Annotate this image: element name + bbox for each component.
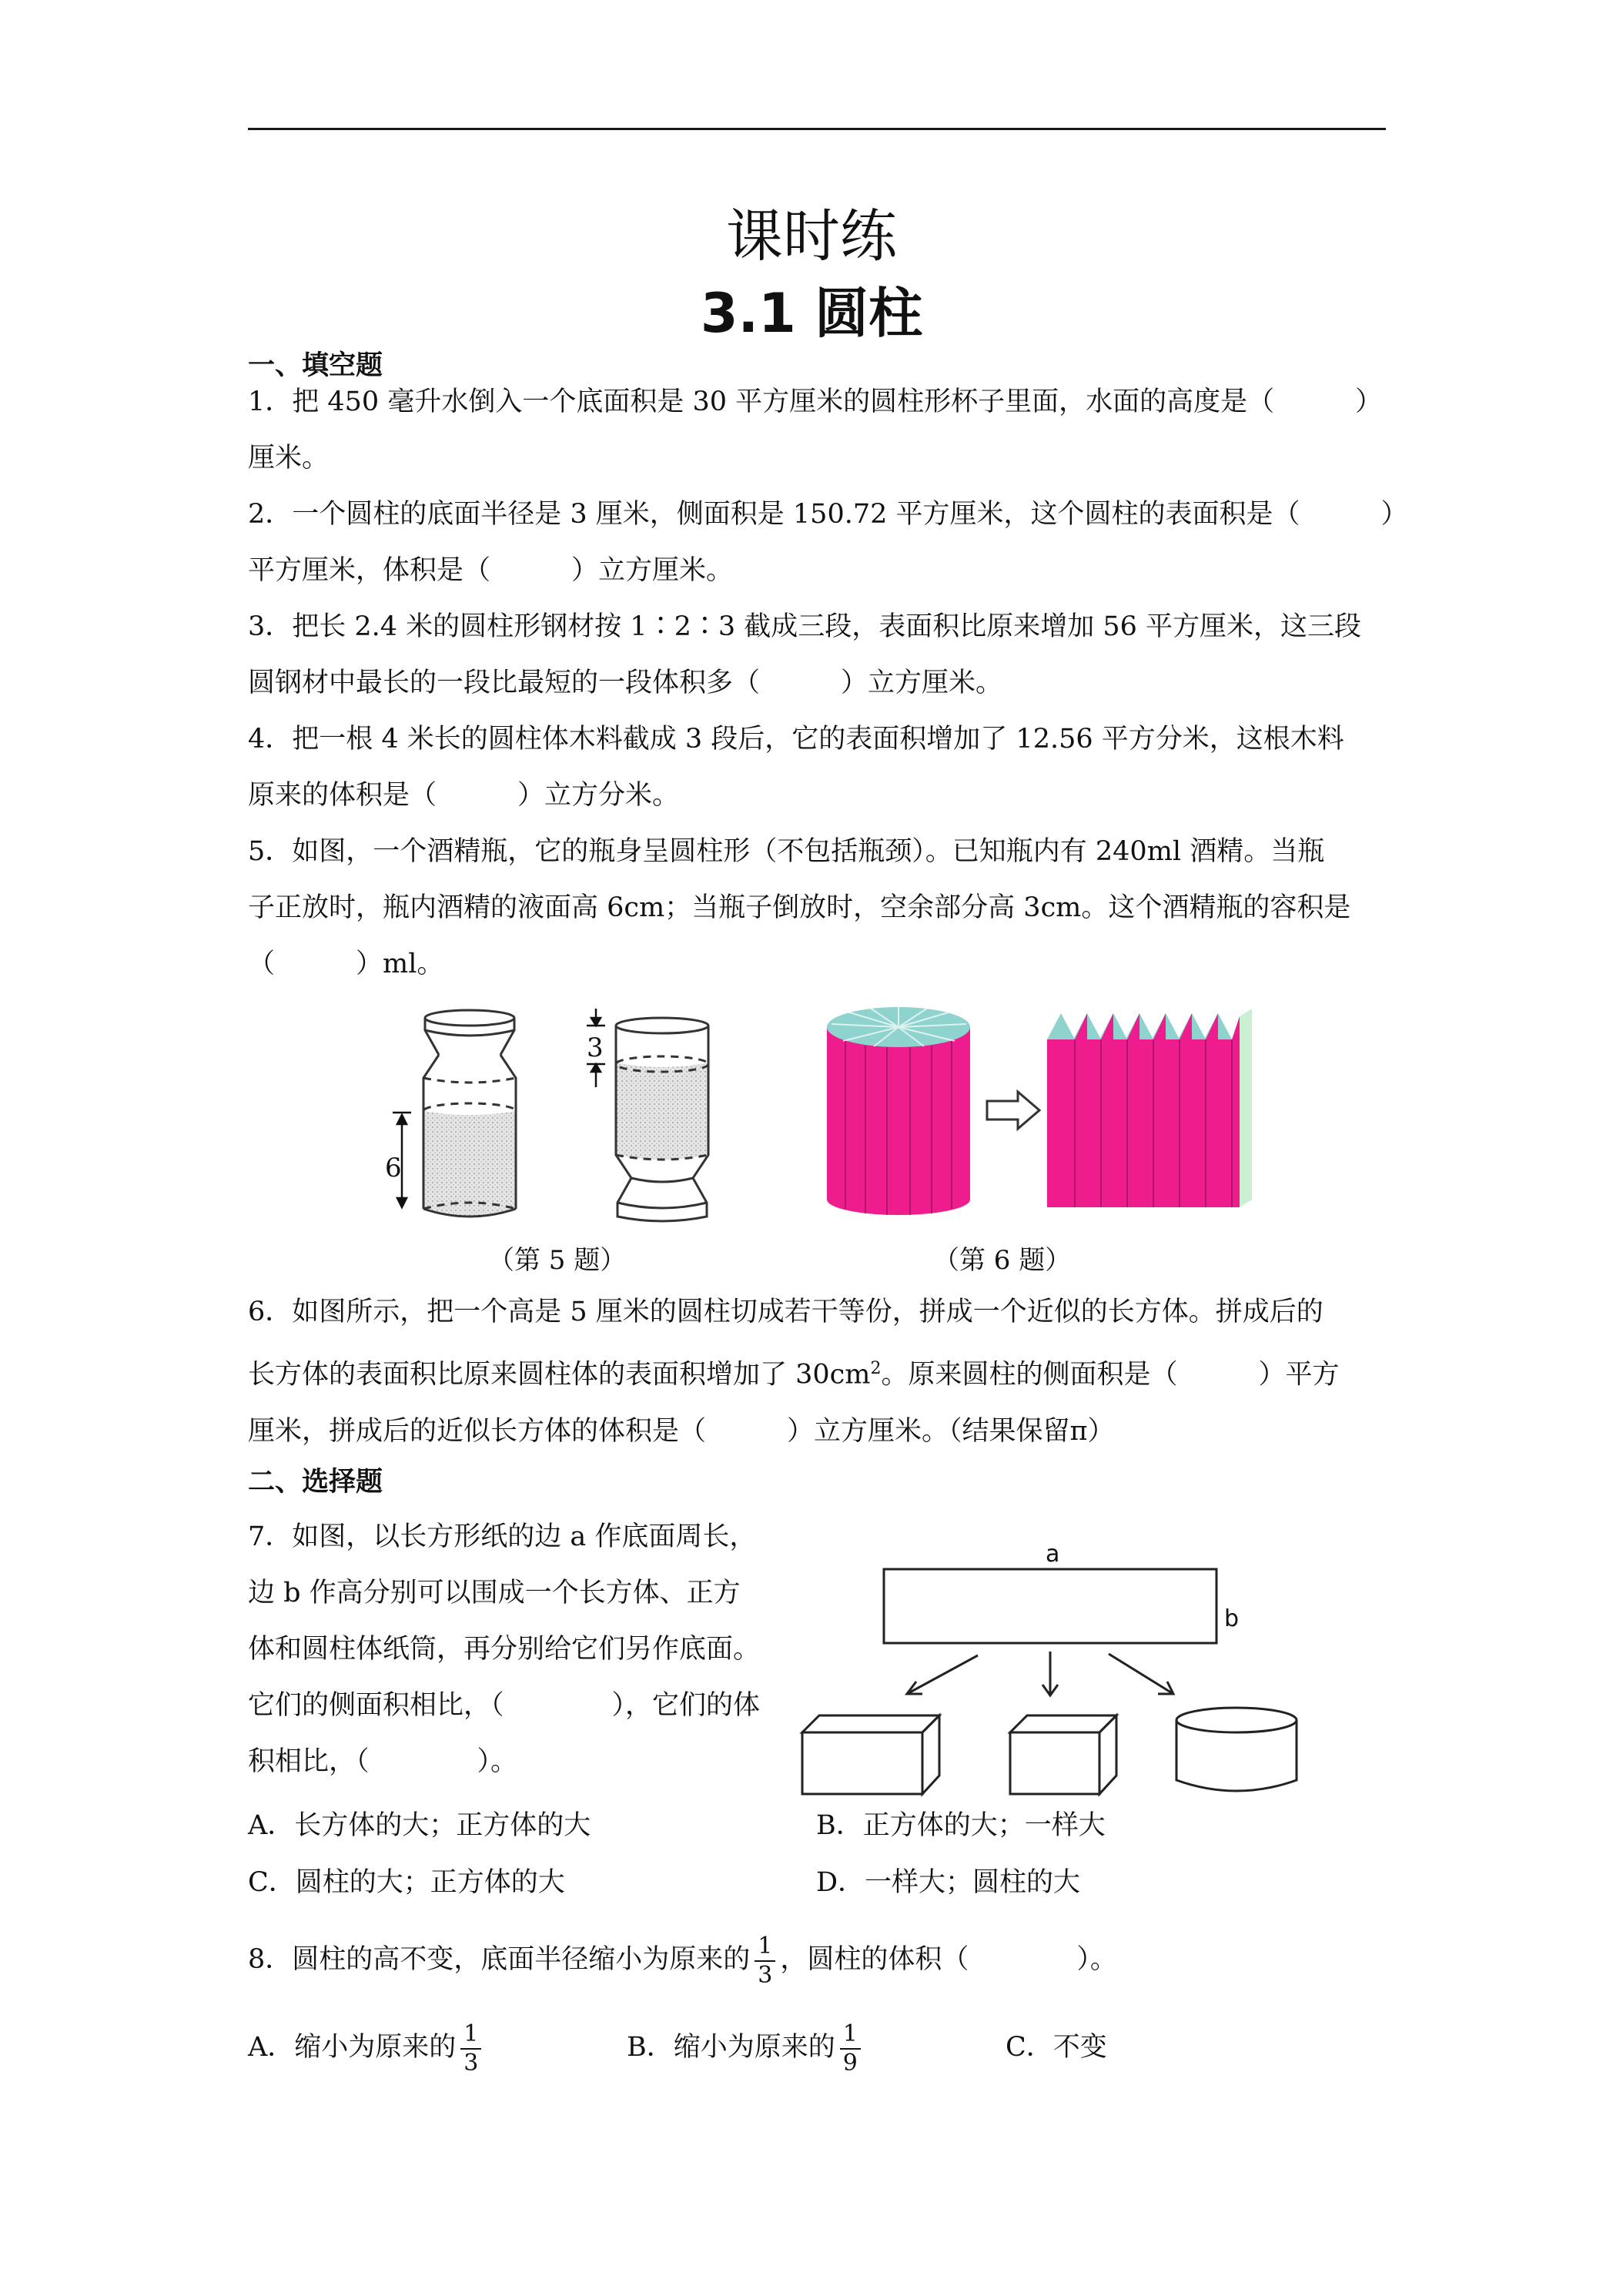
page-subtitle: 3.1 圆柱: [700, 282, 923, 345]
arrows: [907, 1652, 1173, 1695]
fraction-denominator: 3: [758, 1961, 773, 1989]
section-choice-heading: 二、选择题: [248, 1467, 383, 1498]
question-7-option-d: D．一样大；圆柱的大: [816, 1867, 1081, 1898]
section-fill-heading: 一、填空题: [248, 350, 383, 381]
question-6-line-2-part-b: 。原来圆柱的侧面积是（ ）平方: [881, 1359, 1340, 1391]
bottle-inverted: [616, 1018, 708, 1221]
question-3-line-1: 3．把长 2.4 米的圆柱形钢材按 1∶2∶3 截成三段，表面积比原来增加 56 平方厘米，这三段: [248, 611, 1362, 642]
question-4-line-1: 4．把一根 4 米长的圆柱体木料截成 3 段后，它的表面积增加了 12.56 平方分米，这根木料: [248, 724, 1344, 755]
figure-5-bottles: [362, 1001, 739, 1232]
figure-7-paper-shapes: [793, 1540, 1317, 1802]
label-6: 6: [385, 1153, 402, 1183]
question-7-line-5: 积相比，（ ）。: [248, 1746, 518, 1777]
header-rule: [248, 128, 1386, 130]
fraction-numerator: 1: [755, 1933, 775, 1962]
question-5-line-2: 子正放时，瓶内酒精的液面高 6cm；当瓶子倒放时，空余部分高 3cm。这个酒精瓶的容积是: [248, 892, 1351, 923]
option-b-fraction: [840, 2020, 861, 2077]
question-7-option-b: B．正方体的大；一样大: [816, 1810, 1106, 1841]
pink-cylinder: [827, 1007, 970, 1215]
cylinder-shape: [1176, 1708, 1297, 1791]
question-6-line-3: 厘米，拼成后的近似长方体的体积是（ ）立方厘米。（结果保留π）: [248, 1415, 1115, 1447]
label-a: a: [1046, 1541, 1060, 1568]
figure-6-caption: （第 6 题）: [933, 1245, 1072, 1276]
figure-6-cylinder-to-cuboid: [816, 1001, 1278, 1224]
question-3-line-2: 圆钢材中最长的一段比最短的一段体积多（ ）立方厘米。: [248, 668, 1003, 698]
option-b-numerator: 1: [840, 2020, 861, 2050]
question-1-line-2: 厘米。: [248, 443, 330, 474]
question-6-line-2: [248, 1340, 1387, 1404]
question-8-prefix: 8．圆柱的高不变，底面半径缩小为原来的: [248, 1944, 751, 1975]
question-7-line-4: 它们的侧面积相比，（ ），它们的体: [248, 1690, 761, 1721]
question-5-line-3: （ ）ml。: [248, 949, 444, 979]
question-2-line-1: 2．一个圆柱的底面半径是 3 厘米，侧面积是 150.72 平方厘米，这个圆柱的表面积是（ ）: [248, 499, 1408, 530]
question-8-option-b: [627, 2013, 865, 2082]
question-7-option-a: A．长方体的大；正方体的大: [248, 1810, 591, 1841]
question-4-line-2: 原来的体积是（ ）立方分米。: [248, 780, 680, 811]
cuboid-shape: [802, 1715, 939, 1794]
transform-arrow: [987, 1092, 1039, 1129]
option-a-numerator: 1: [460, 2020, 481, 2050]
question-6-line-2-part-a: 长方体的表面积比原来圆柱体的表面积增加了 30cm: [248, 1359, 871, 1391]
question-4: [248, 711, 1387, 824]
question-6: [248, 1284, 1387, 1460]
label-b: b: [1224, 1605, 1240, 1632]
question-8-option-c: C．不变: [1006, 2032, 1107, 2063]
question-7-line-3: 体和圆柱体纸筒，再分别给它们另作底面。: [248, 1634, 761, 1665]
pink-cuboid: [1047, 1009, 1252, 1207]
question-8: [248, 1925, 1117, 1994]
cube-shape: [1010, 1715, 1116, 1794]
question-7-line-2: 边 b 作高分别可以围成一个长方体、正方: [248, 1578, 741, 1608]
question-5-line-1: 5．如图，一个酒精瓶，它的瓶身呈圆柱形（不包括瓶颈）。已知瓶内有 240ml 酒精。当瓶: [248, 836, 1325, 867]
question-7-option-c: C．圆柱的大；正方体的大: [248, 1867, 565, 1898]
option-a-denominator: 3: [463, 2049, 479, 2077]
option-a-text: A．缩小为原来的: [248, 2032, 457, 2063]
question-2-line-2: 平方厘米，体积是（ ）立方厘米。: [248, 555, 734, 586]
question-2: [248, 487, 1408, 599]
question-8-fraction: [755, 1933, 775, 1990]
question-1: [248, 374, 1387, 487]
label-3: 3: [587, 1033, 604, 1063]
page-title: 课时练: [726, 203, 897, 269]
bottle-upright: [423, 1010, 516, 1217]
figure-5-caption: （第 5 题）: [488, 1245, 627, 1276]
question-8-option-a: [248, 2013, 486, 2082]
question-5: [248, 824, 1387, 992]
square-superscript: 2: [870, 1359, 882, 1378]
question-3: [248, 599, 1387, 711]
option-a-fraction: [460, 2020, 481, 2077]
option-b-text: B．缩小为原来的: [627, 2032, 835, 2063]
question-8-suffix: ，圆柱的体积（ ）。: [780, 1944, 1117, 1975]
question-1-line-1: 1．把 450 毫升水倒入一个底面积是 30 平方厘米的圆柱形杯子里面，水面的高度是（ ）: [248, 387, 1383, 417]
question-7-line-1: 7．如图，以长方形纸的边 a 作底面周长，: [248, 1521, 757, 1552]
paper-rectangle: [884, 1569, 1216, 1643]
question-6-line-1: 6．如图所示，把一个高是 5 厘米的圆柱切成若干等份，拼成一个近似的长方体。拼成后的: [248, 1297, 1323, 1327]
option-b-denominator: 9: [842, 2049, 858, 2077]
question-7: [248, 1509, 802, 1790]
